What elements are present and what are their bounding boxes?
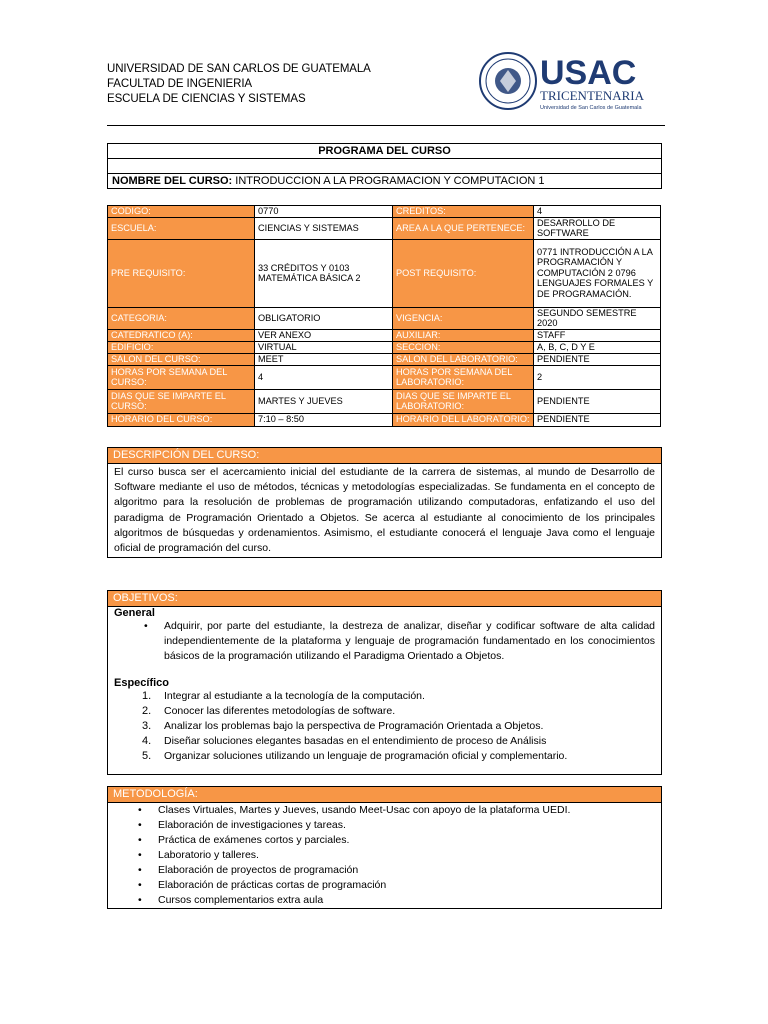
- info-value: SEGUNDO SEMESTRE 2020: [534, 307, 661, 329]
- info-label: HORAS POR SEMANA DEL CURSO:: [108, 365, 255, 389]
- info-label: VIGENCIA:: [393, 307, 534, 329]
- specific-item: 5. Organizar soluciones utilizando un lenguaje de programación oficial y complementario.: [142, 750, 568, 762]
- info-row: [108, 329, 661, 341]
- info-row: [108, 353, 661, 365]
- info-value: A, B, C, D Y E: [534, 341, 661, 353]
- course-name-row: [108, 174, 661, 188]
- methodology-heading: METODOLOGÍA:: [108, 787, 661, 803]
- course-info-table: [107, 205, 661, 427]
- logo-tagline: TRICENTENARIA: [540, 88, 644, 103]
- specific-item: 3. Analizar los problemas bajo la perspectiva de Programación Orientada a Objetos.: [142, 720, 544, 732]
- info-value: DESARROLLO DE SOFTWARE: [534, 217, 661, 239]
- info-value: 0770: [255, 206, 393, 218]
- info-row: [108, 389, 661, 413]
- info-label: CATEDRATICO (A):: [108, 329, 255, 341]
- info-label: HORAS POR SEMANA DEL LABORATORIO:: [393, 365, 534, 389]
- info-value: STAFF: [534, 329, 661, 341]
- info-label: AUXILIAR:: [393, 329, 534, 341]
- info-label: DIAS QUE SE IMPARTE EL LABORATORIO:: [393, 389, 534, 413]
- school-name: ESCUELA DE CIENCIAS Y SISTEMAS: [107, 93, 306, 105]
- info-label: DIAS QUE SE IMPARTE EL CURSO:: [108, 389, 255, 413]
- info-row: [108, 341, 661, 353]
- info-row: [108, 413, 661, 426]
- info-row: [108, 239, 661, 307]
- methodology-section: [107, 786, 662, 909]
- description-heading: DESCRIPCIÓN DEL CURSO:: [108, 448, 661, 464]
- specific-item: 1. Integrar al estudiante a la tecnología de la computación.: [142, 690, 425, 702]
- info-value: PENDIENTE: [534, 353, 661, 365]
- info-row: [108, 206, 661, 218]
- specific-item: 2. Conocer las diferentes metodologías de software.: [142, 705, 396, 717]
- info-value: VER ANEXO: [255, 329, 393, 341]
- methodology-item: • Elaboración de investigaciones y tareas.: [108, 818, 661, 833]
- info-value: 4: [534, 206, 661, 218]
- usac-logo: [478, 50, 650, 112]
- faculty-name: FACULTAD DE INGENIERIA: [107, 78, 252, 90]
- header-divider: [107, 125, 665, 126]
- info-value: OBLIGATORIO: [255, 307, 393, 329]
- general-item: • Adquirir, por parte del estudiante, la destreza de analizar, diseñar y codificar software de alta calidad independientemente de la plataforma y lenguaje de programación fundamentado en los conocimientos básicos de la programación utilizando el Paradigma Orientado a Objetos.: [114, 619, 655, 664]
- info-label: SALON DEL LABORATORIO:: [393, 353, 534, 365]
- info-label: HORARIO DEL CURSO:: [108, 413, 255, 426]
- methodology-item: • Clases Virtuales, Martes y Jueves, usando Meet-Usac con apoyo de la plataforma UEDI.: [108, 803, 661, 818]
- specific-item: 4. Diseñar soluciones elegantes basadas en el entendimiento de proceso de Análisis: [142, 735, 547, 747]
- general-label: General: [114, 607, 155, 619]
- logo-small-text: Universidad de San Carlos de Guatemala: [540, 105, 642, 111]
- specific-list: [114, 689, 655, 764]
- methodology-item: • Práctica de exámenes cortos y parciales.: [108, 833, 661, 848]
- specific-label: Específico: [114, 677, 170, 689]
- methodology-item: • Laboratorio y talleres.: [108, 848, 661, 863]
- info-value: VIRTUAL: [255, 341, 393, 353]
- info-label: ESCUELA:: [108, 217, 255, 239]
- general-list: [114, 619, 655, 664]
- info-value: 2: [534, 365, 661, 389]
- info-label: PRE REQUISITO:: [108, 239, 255, 307]
- info-label: CODIGO:: [108, 206, 255, 218]
- info-label: CATEGORIA:: [108, 307, 255, 329]
- info-label: POST REQUISITO:: [393, 239, 534, 307]
- info-value: CIENCIAS Y SISTEMAS: [255, 217, 393, 239]
- info-row: [108, 307, 661, 329]
- objectives-section: [107, 590, 662, 775]
- info-label: SALON DEL CURSO:: [108, 353, 255, 365]
- program-title: PROGRAMA DEL CURSO: [108, 144, 661, 159]
- methodology-item: • Cursos complementarios extra aula: [108, 893, 661, 908]
- methodology-list: [108, 803, 661, 908]
- blank-row: [108, 159, 661, 174]
- info-value: PENDIENTE: [534, 389, 661, 413]
- info-label: HORARIO DEL LABORATORIO:: [393, 413, 534, 426]
- info-row: [108, 365, 661, 389]
- info-label: SECCION:: [393, 341, 534, 353]
- logo-brand: USAC: [540, 54, 637, 92]
- info-label: EDIFICIO:: [108, 341, 255, 353]
- course-name-value: INTRODUCCION A LA PROGRAMACION Y COMPUTACION 1: [232, 175, 545, 187]
- info-value: MEET: [255, 353, 393, 365]
- course-name-label: NOMBRE DEL CURSO:: [112, 175, 233, 187]
- info-value: 4: [255, 365, 393, 389]
- info-value: MARTES Y JUEVES: [255, 389, 393, 413]
- methodology-item: • Elaboración de proyectos de programación: [108, 863, 661, 878]
- methodology-item: • Elaboración de prácticas cortas de programación: [108, 878, 661, 893]
- info-label: CREDITOS:: [393, 206, 534, 218]
- institution-header: [107, 62, 371, 107]
- info-value: 0771 INTRODUCCIÓN A LA PROGRAMACIÓN Y COMPUTACIÓN 2 0796 LENGUAJES FORMALES Y DE PROGRAMACIÓN.: [534, 239, 661, 307]
- description-section: [107, 447, 662, 558]
- info-value: PENDIENTE: [534, 413, 661, 426]
- description-text: El curso busca ser el acercamiento inicial del estudiante de la carrera de sistemas, al mundo de Desarrollo de Software mediante el uso de métodos, técnicas y metodologías especializadas. Se fundamenta en el concepto de algoritmo para la resolución de problemas de programación utilizando computadoras, enfatizando el uso del paradigma de Programación Orientado a Objetos. Se acerca al estudiante al conocimiento de los principales algoritmos de búsquedas y ordenamientos. Asimismo, el estudiante conocerá el lenguaje Java como el lenguaje oficial de programación del curso.: [114, 466, 655, 555]
- info-row: [108, 217, 661, 239]
- info-label: AREA A LA QUE PERTENECE:: [393, 217, 534, 239]
- objectives-heading: OBJETIVOS:: [108, 591, 661, 607]
- university-name: UNIVERSIDAD DE SAN CARLOS DE GUATEMALA: [107, 63, 371, 75]
- program-title-box: [107, 143, 662, 189]
- info-value: 33 CRÉDITOS Y 0103 MATEMÁTICA BÁSICA 2: [255, 239, 393, 307]
- info-value: 7:10 – 8:50: [255, 413, 393, 426]
